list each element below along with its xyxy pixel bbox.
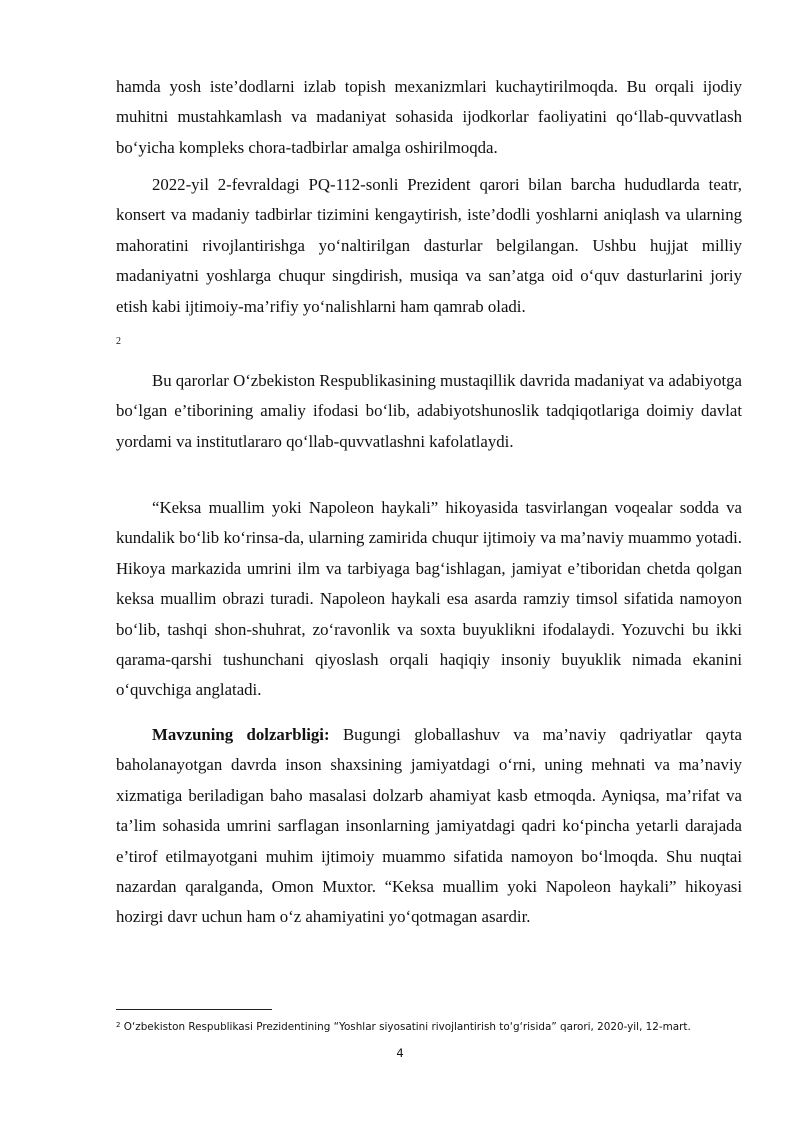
- footnote-text: O‘zbekiston Respublikasi Prezidentining “Yoshlar siyosatini rivojlantirish to‘g‘risida” qarori, 2020-yil, 12-mart.: [120, 1021, 691, 1033]
- paragraph-continuation: hamda yosh iste’dodlarni izlab topish mexanizmlari kuchaytirilmoqda. Bu orqali ijodiy muhitni mustahkamlash va madaniyat sohasida ijodkorlar faoliyatini qo‘llab-quvvatlash bo‘yicha kompleks chora-tadbirlar amalga oshirilmoqda.: [116, 77, 742, 157]
- footnote-separator: [116, 1009, 272, 1010]
- footnote: [116, 1018, 756, 1034]
- paragraph-presidential-decree: 2022-yil 2-fevraldagi PQ-112-sonli Prezident qarori bilan barcha hududlarda teatr, konsert va madaniy tadbirlar tizimini kengaytirish, iste’dodli yoshlarni aniqlash va ularning mahoratini rivojlantirishga yo‘naltirilgan dasturlar belgilangan. Ushbu hujjat milliy madaniyatni yoshlarga chuqur singdirish, musiqa va san’atga oid o‘quv dasturlarini joriy etish kabi ijtimoiy-ma’rifiy yo‘nalishlarni ham qamrab oladi.: [116, 175, 742, 316]
- footnote-marker: 2: [116, 1021, 121, 1029]
- relevance-heading: Mavzuning dolzarbligi:: [152, 725, 330, 744]
- paragraph-decisions: Bu qarorlar O‘zbekiston Respublikasining mustaqillik davrida madaniyat va adabiyotga bo‘lgan e’tiborining amaliy ifodasi bo‘lib, adabiyotshunoslik tadqiqotlariga doimiy davlat yordami va institutlararo qo‘llab-quvvatlashni kafolatlaydi.: [116, 371, 742, 451]
- paragraph-relevance: [116, 720, 742, 933]
- relevance-body: Bugungi globallashuv va ma’naviy qadriyatlar qayta baholanayotgan davrda inson shaxsining jamiyatdagi o‘rni, uning mehnati va ma’naviy xizmatiga beriladigan baho masalasi dolzarb ahamiyat kasb etmoqda. Ayniqsa, ma’rifat va ta’lim sohasida umrini sarflagan insonlarning jamiyatdagi qadri ko‘pincha yetarli darajada e’tirof etilmayotgani muhim ijtimoiy muammo sifatida namoyon bo‘lmoqda. Shu nuqtai nazardan qaralganda, Omon Muxtor. “Keksa muallim yoki Napoleon haykali” hikoyasi hozirgi davr uchun ham o‘z ahamiyatini yo‘qotmagan asardir.: [116, 725, 742, 927]
- footnote-reference: 2: [116, 336, 121, 347]
- paragraph-story-summary: “Keksa muallim yoki Napoleon haykali” hikoyasida tasvirlangan voqealar sodda va kundalik bo‘lib ko‘rinsa-da, ularning zamirida chuqur ijtimoiy va ma’naviy muammo yotadi. Hikoya markazida umrini ilm va tarbiyaga bag‘ishlagan, jamiyat e’tiboridan chetda qolgan keksa muallim obrazi turadi. Napoleon haykali esa asarda ramziy timsol sifatida namoyon bo‘lib, tashqi shon-shuhrat, zo‘ravonlik va soxta buyuklikni ifodalaydi. Yozuvchi bu ikki qarama-qarshi tushunchani qiyoslash orqali haqiqiy insoniy buyuklik nimada ekanini o‘quvchiga anglatadi.: [116, 498, 742, 700]
- page-number: 4: [396, 1046, 404, 1060]
